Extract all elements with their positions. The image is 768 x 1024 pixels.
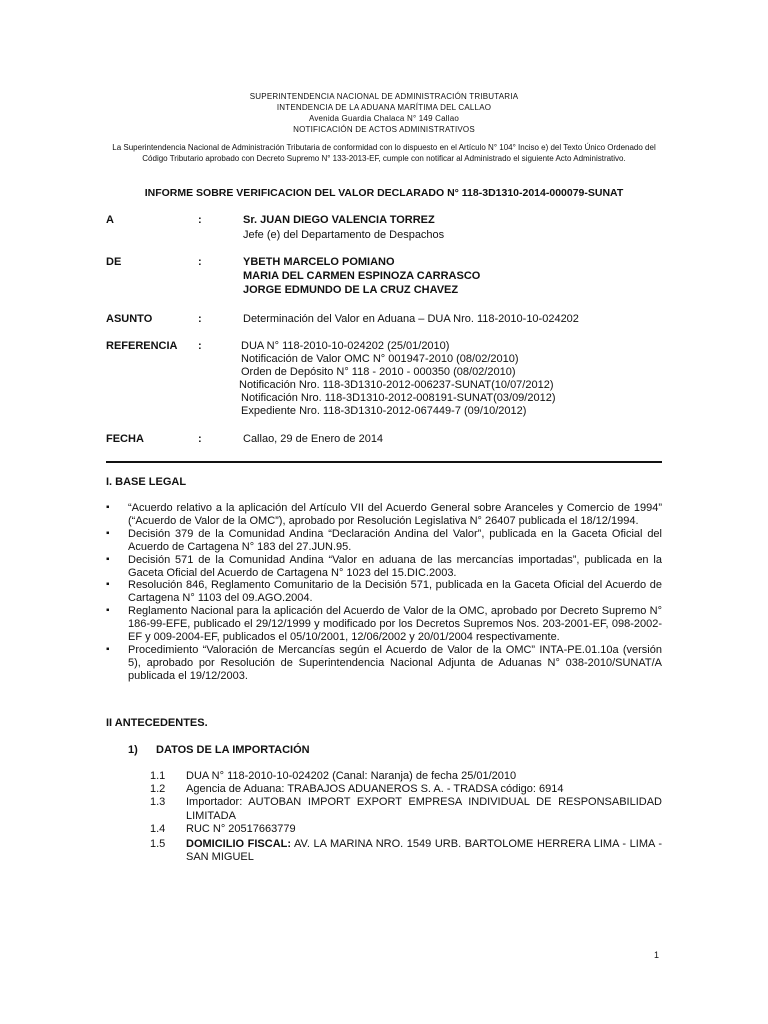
sender-3: JORGE EDMUNDO DE LA CRUZ CHAVEZ [243, 284, 459, 296]
colon: : [198, 313, 202, 325]
subject-text: Determinación del Valor en Aduana – DUA Nro. 118-2010-10-024202 [243, 313, 579, 325]
reference-5: Notificación Nro. 118-3D1310-2012-008191-SUNAT(03/09/2012) [241, 392, 556, 404]
page-number: 1 [654, 950, 660, 960]
label-fecha: FECHA [106, 433, 144, 445]
bullet-icon: ▪ [106, 502, 110, 513]
horizontal-divider [106, 461, 662, 463]
recipient-name: Sr. JUAN DIEGO VALENCIA TORREZ [243, 214, 435, 226]
list-item: ▪ Procedimiento “Valoración de Mercancías según el Acuerdo de Valor de la OMC” INTA-PE.01.10a (versión 5), aprobado por Resolución de Superintendencia Nacional Adjunta de Aduanas N° 038-2010/SUNAT/A publicada el 19/12/2003. [106, 643, 662, 682]
header-notification: NOTIFICACIÓN DE ACTOS ADMINISTRATIVOS [293, 125, 475, 134]
reference-3: Orden de Depósito N° 118 - 2010 - 000350 (08/02/2010) [241, 366, 516, 378]
document-header [0, 91, 768, 135]
sender-1: YBETH MARCELO POMIANO [243, 256, 395, 268]
label-asunto: ASUNTO [106, 313, 153, 325]
date-text: Callao, 29 de Enero de 2014 [243, 433, 384, 445]
reference-1: DUA N° 118-2010-10-024202 (25/01/2010) [241, 340, 450, 352]
sender-2: MARIA DEL CARMEN ESPINOZA CARRASCO [243, 270, 481, 282]
list-item: 1.3 Importador: AUTOBAN IMPORT EXPORT EMPRESA INDIVIDUAL DE RESPONSABILIDAD LIMITADA [150, 796, 662, 822]
recipient-role: Jefe (e) del Departamento de Despachos [243, 229, 445, 241]
colon: : [198, 256, 202, 268]
section-title-antecedentes: II ANTECEDENTES. [106, 717, 208, 729]
label-a: A [106, 214, 114, 226]
list-item: ▪ Decisión 379 de la Comunidad Andina “Declaración Andina del Valor”, publicada en la Gaceta Oficial del Acuerdo de Cartagena N° 183 del 27.JUN.95. [106, 527, 662, 553]
colon: : [198, 214, 202, 226]
list-item: ▪ Decisión 571 de la Comunidad Andina “Valor en aduana de las mercancías importadas”, publicada en la Gaceta Oficial del Acuerdo de Cartagena N° 1023 del 15.DIC.2003. [106, 553, 662, 579]
header-address: Avenida Guardia Chalaca N° 149 Callao [308, 114, 460, 123]
import-data-list [150, 770, 662, 864]
colon: : [198, 340, 202, 352]
list-item: 1.4 RUC N° 20517663779 [150, 822, 296, 835]
list-item: ▪ Reglamento Nacional para la aplicación del Acuerdo de Valor de la OMC, aprobado por Decreto Supremo N° 186-99-EFE, publicado el 29/12/1999 y modificado por los Decretos Supremos Nos. 203-2001-EF, 098-2002-EF y 009-2004-EF, publicados el 05/10/2001, 12/06/2002 y 20/01/2004 respectivamente. [106, 605, 662, 644]
subsection-title [128, 744, 310, 756]
list-item: 1.1 DUA N° 118-2010-10-024202 (Canal: Naranja) de fecha 25/01/2010 [150, 770, 517, 782]
bullet-icon: ▪ [106, 605, 110, 617]
subsection-number: 1) [128, 744, 138, 756]
list-item: ▪ “Acuerdo relativo a la aplicación del Artículo VII del Acuerdo General sobre Aranceles y Comercio de 1994” (“Acuerdo de Valor de la OMC”), aprobado por Resolución Legislativa N° 26407 publicada el 18/12/1994. [106, 502, 662, 527]
list-item: 1.5 DOMICILIO FISCAL: AV. LA MARINA NRO. 1549 URB. BARTOLOME HERRERA LIMA - LIMA - SAN MIGUEL [150, 838, 662, 864]
header-institution: SUPERINTENDENCIA NACIONAL DE ADMINISTRACIÓN TRIBUTARIA [249, 92, 519, 101]
document-title: INFORME SOBRE VERIFICACION DEL VALOR DECLARADO N° 118-3D1310-2014-000079-SUNAT [144, 187, 624, 199]
header-intendencia: INTENDENCIA DE LA ADUANA MARÍTIMA DEL CALLAO [276, 103, 492, 112]
section-title-base-legal: I. BASE LEGAL [106, 476, 187, 488]
label-de: DE [106, 256, 122, 268]
fiscal-address: AV. LA MARINA NRO. 1549 URB. BARTOLOME HERRERA LIMA - LIMA - SAN MIGUEL [186, 838, 662, 864]
subsection-label: DATOS DE LA IMPORTACIÓN [156, 744, 310, 756]
reference-2: Notificación de Valor OMC N° 001947-2010 (08/02/2010) [241, 353, 519, 365]
bullet-icon: ▪ [106, 527, 110, 539]
list-item: ▪ Resolución 846, Reglamento Comunitario de la Decisión 571, publicada en la Gaceta Oficial del Acuerdo de Cartagena N° 1103 del 09.AGO.2004. [106, 579, 662, 605]
legal-basis-list [106, 502, 662, 683]
reference-6: Expediente Nro. 118-3D1310-2012-067449-7 (09/10/2012) [241, 405, 527, 417]
colon: : [198, 433, 202, 445]
bullet-icon: ▪ [106, 643, 110, 655]
bullet-icon: ▪ [106, 579, 110, 591]
list-item: 1.2 Agencia de Aduana: TRABAJOS ADUANEROS S. A. - TRADSA código: 6914 [150, 783, 564, 796]
label-referencia: REFERENCIA [106, 340, 178, 352]
bullet-icon: ▪ [106, 553, 110, 565]
legal-notice: La Superintendencia Nacional de Administración Tributaria de conformidad con lo dispuesto en el Artículo N° 104° Inciso e) del Texto Único Ordenado del Código Tributario aprobado con Decreto Supremo N° 133-2013-EF, cumple con notificar al Administrado el siguiente Acto Administrativo. [112, 143, 656, 163]
reference-4: Notificación Nro. 118-3D1310-2012-006237-SUNAT(10/07/2012) [239, 379, 554, 391]
fiscal-address-label: DOMICILIO FISCAL: [186, 838, 292, 851]
